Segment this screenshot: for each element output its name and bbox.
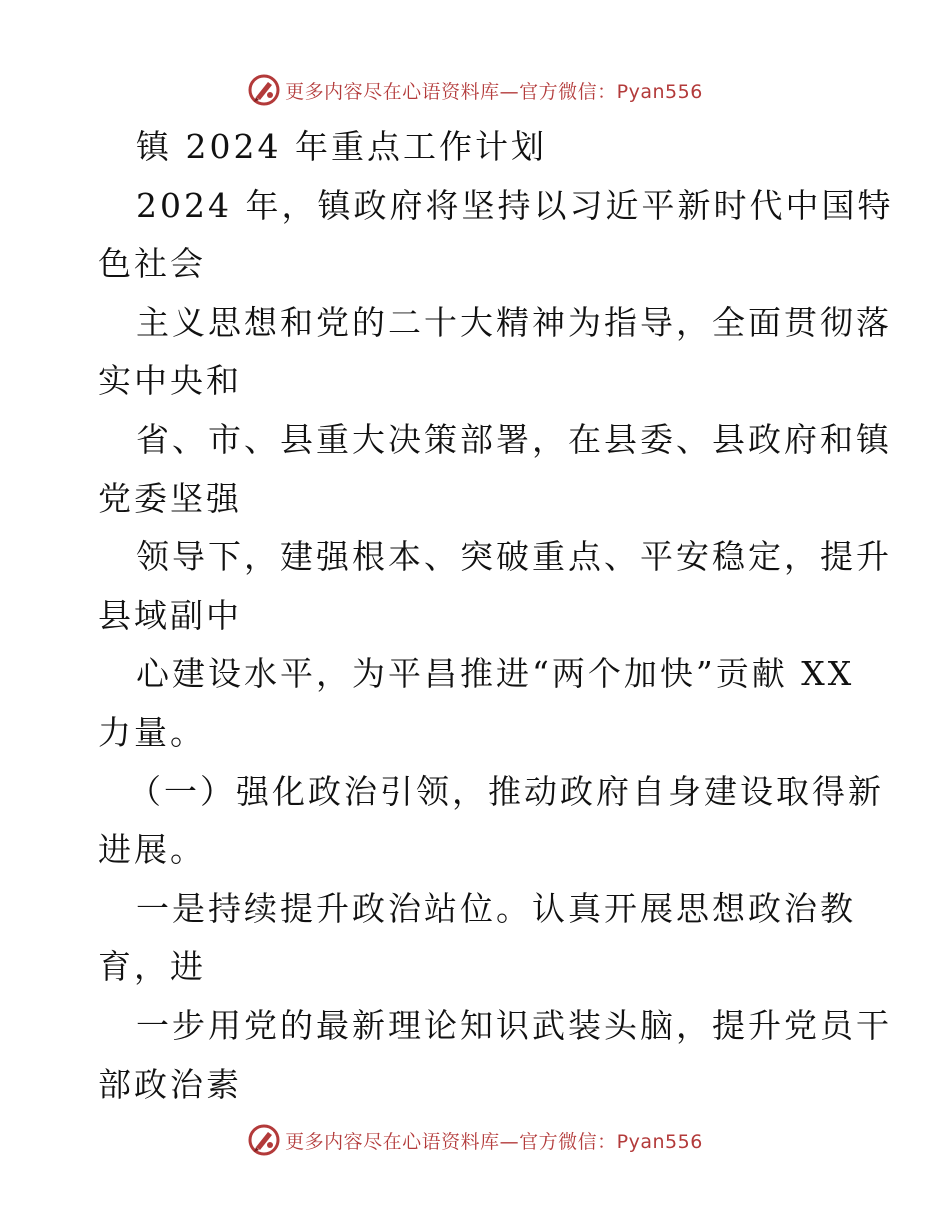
text-line: 部政治素 xyxy=(98,1064,242,1104)
text-line: 色社会 xyxy=(98,244,206,284)
text-line: 心建设水平，为平昌推进“两个加快”贡献 XX xyxy=(136,654,855,694)
text-line: 一步用党的最新理论知识武装头脑，提升党员干 xyxy=(136,1005,892,1045)
pen-seal-icon xyxy=(247,73,281,107)
text-line: （一）强化政治引领，推动政府自身建设取得新 xyxy=(128,771,884,811)
text-line: 主义思想和党的二十大精神为指导，全面贯彻落 xyxy=(136,302,892,342)
text-line: 县域副中 xyxy=(98,595,242,635)
text-line: 力量。 xyxy=(98,712,206,752)
text-line: 2024 年，镇政府将坚持以习近平新时代中国特 xyxy=(136,185,894,225)
text-line: 党委坚强 xyxy=(98,478,242,518)
pen-seal-icon xyxy=(247,1123,281,1157)
document-title: 镇 2024 年重点工作计划 xyxy=(136,127,547,166)
text-line: 进展。 xyxy=(98,830,206,870)
text-line: 领导下，建强根本、突破重点、平安稳定，提升 xyxy=(136,537,892,577)
text-line: 省、市、县重大决策部署，在县委、县政府和镇 xyxy=(136,419,892,459)
watermark-text: 更多内容尽在心语资料库—官方微信：Pyan556 xyxy=(285,1130,703,1153)
document-body xyxy=(98,118,894,1114)
header-watermark xyxy=(0,70,950,110)
text-line: 实中央和 xyxy=(98,361,242,401)
watermark-text: 更多内容尽在心语资料库—官方微信：Pyan556 xyxy=(285,80,703,103)
text-line: 育，进 xyxy=(98,947,206,987)
text-line: 一是持续提升政治站位。认真开展思想政治教 xyxy=(136,888,856,928)
footer-watermark xyxy=(0,1120,950,1160)
